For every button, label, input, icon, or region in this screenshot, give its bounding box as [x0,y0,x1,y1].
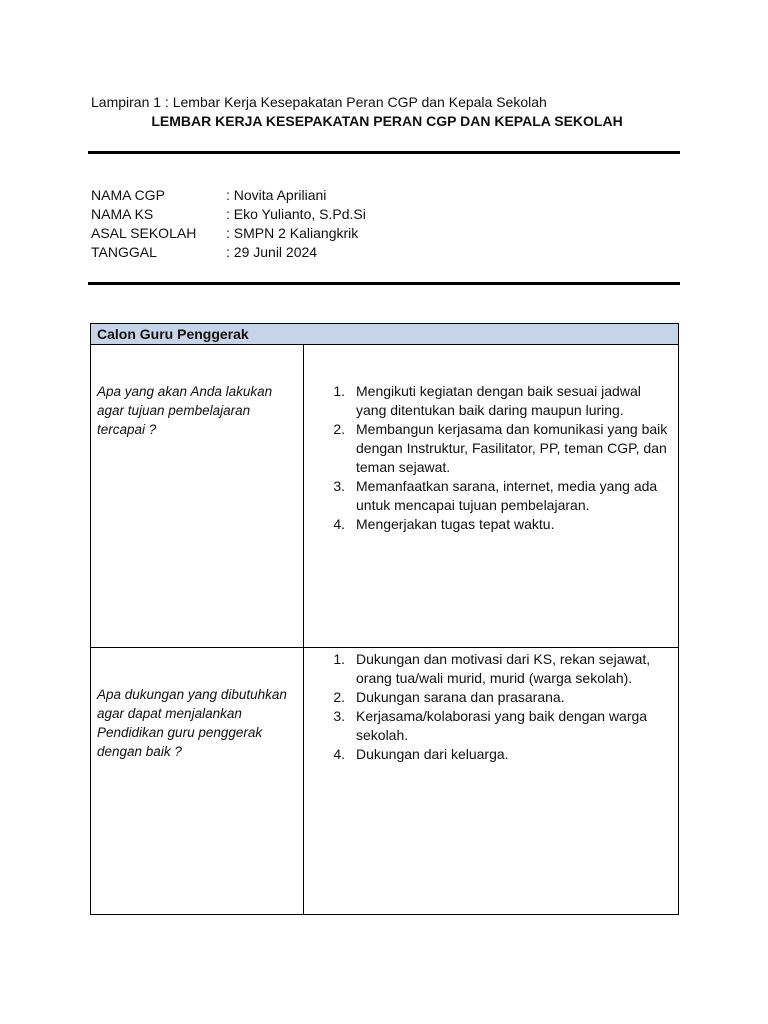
agreement-table [90,323,679,915]
list-item [310,515,672,534]
item-text: Dukungan dari keluarga. [356,746,509,762]
divider-bottom [88,282,680,285]
list-item [310,650,672,688]
answer-cell [304,648,679,915]
info-row-nama-cgp [91,186,366,205]
info-value: : Novita Apriliani [226,187,327,203]
item-text: Dukungan sarana dan prasarana. [356,689,565,705]
question-text: Apa dukungan yang dibutuhkan agar dapat menjalankan Pendidikan guru penggerak dengan baik ? [97,687,287,759]
item-number: 3. [333,478,345,494]
item-text: Memanfaatkan sarana, internet, media yang ada untuk mencapai tujuan pembelajaran. [356,478,658,513]
item-number: 2. [333,689,345,705]
list-item [310,745,672,764]
info-value: : SMPN 2 Kaliangkrik [226,225,359,241]
answer-list [310,345,672,534]
info-value: : 29 Junil 2024 [226,244,318,260]
question-cell [91,648,304,915]
info-row-nama-ks [91,205,366,224]
divider-top [88,151,680,154]
info-row-asal-sekolah [91,224,366,243]
list-item [310,477,672,515]
item-text: Membangun kerjasama dan komunikasi yang baik dengan Instruktur, Fasilitator, PP, teman CGP, dan teman sejawat. [356,421,668,475]
info-row-tanggal [91,243,366,262]
item-text: Mengerjakan tugas tepat waktu. [356,516,555,532]
info-label: ASAL SEKOLAH [91,225,197,241]
list-item [310,688,672,707]
item-text: Kerjasama/kolaborasi yang baik dengan warga sekolah. [356,708,648,743]
question-text: Apa yang akan Anda lakukan agar tujuan pembelajaran tercapai ? [97,384,273,437]
item-number: 2. [333,421,345,437]
info-value: : Eko Yulianto, S.Pd.Si [226,206,366,222]
item-number: 3. [333,708,345,724]
item-number: 4. [333,516,345,532]
info-label: TANGGAL [91,244,157,260]
document-subtitle: Lampiran 1 : Lembar Kerja Kesepakatan Peran CGP dan Kepala Sekolah [91,94,547,110]
item-text: Mengikuti kegiatan dengan baik sesuai jadwal yang ditentukan baik daring maupun luring. [356,383,641,418]
table-row [91,345,679,648]
table-row [91,648,679,915]
item-number: 1. [333,651,345,667]
item-number: 4. [333,746,345,762]
answer-list [310,648,672,764]
document-title: LEMBAR KERJA KESEPAKATAN PERAN CGP DAN KEPALA SEKOLAH [151,113,623,129]
list-item [310,707,672,745]
list-item [310,382,672,420]
item-number: 1. [333,383,345,399]
list-item [310,420,672,477]
info-label: NAMA KS [91,206,154,222]
question-cell [91,345,304,648]
item-text: Dukungan dan motivasi dari KS, rekan sejawat, orang tua/wali murid, murid (warga sekolah). [356,651,651,686]
answer-cell [304,345,679,648]
info-label: NAMA CGP [91,187,165,203]
table-header: Calon Guru Penggerak [91,324,679,345]
identity-block [91,186,366,262]
